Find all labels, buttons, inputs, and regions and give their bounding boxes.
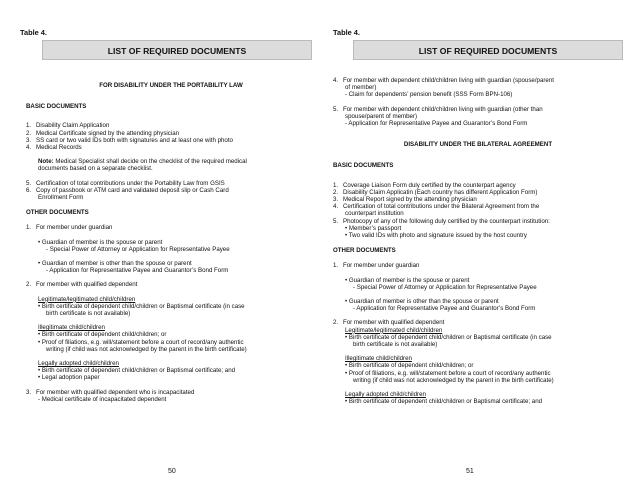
sub-item: - Claim for dependents’ pension benefit (SSS Form BPN-106) [345,91,513,99]
sub-item: - Special Power of Attorney or Application for Representative Payee [353,283,537,291]
list-item-cont: Enrollment Form [38,194,84,202]
bullet: • Birth certificate of dependent child/children or Baptismal certificate; and [38,367,236,375]
list-item: 1. Disability Claim Application [26,122,110,130]
list-item-cont: spouse/parent of member) [345,112,418,120]
table-label: Table 4. [20,28,47,37]
page-body [333,77,623,406]
bullet: • Birth certificate of dependent child/children; or [38,331,167,339]
page-left [20,0,320,493]
bullet: • Legal adoption paper [38,374,100,382]
list-item: 2. Disability Claim Applicatin (Each country has different Application Form) [333,188,538,196]
other-documents-heading: OTHER DOCUMENTS [26,209,89,217]
table-label: Table 4. [333,28,360,37]
bullet: • Birth certificate of dependent child/children or Baptismal certificate; and [345,398,543,406]
subheading: Illegitimate child/children [345,355,412,363]
list-item: 3. For member with qualified dependent who is incapacitated [26,388,195,396]
subheading: Legitimate/legitimated child/children [345,326,443,334]
note: Note: Medical Specialist shall decide on the checklist of the required medical [38,158,247,166]
list-item: 1. Coverage Liaison Form duly certified by the counterpart agency [333,181,516,189]
bullet-cont: writing (if child was not acknowledged by the parent in the birth certificate) [353,376,554,384]
list-item: 3. SS card or two valid IDs both with signatures and at least one with photo [26,136,233,144]
bullet-cont: birth certificate is not available) [353,341,438,349]
section-title: DISABILITY UNDER THE BILATERAL AGREEMENT [403,141,553,149]
bullet-cont: writing (if child was not acknowledged by the parent in the birth certificate) [46,345,247,353]
basic-documents-heading: BASIC DOCUMENTS [333,162,394,170]
list-item: 1. For member under guardian [333,262,420,270]
list-item: 2. Medical Certificate signed by the attending physician [26,129,180,137]
bullet: • Guardian of member is the spouse or parent [38,238,163,246]
page-right [333,0,633,493]
list-item: 2. For member with qualified dependent [26,281,138,289]
bullet: • Guardian of member is other than the spouse or parent [38,260,192,268]
bullet: • Birth certificate of dependent child/children or Baptismal certificate (in case [38,302,245,310]
list-item: 1. For member under guardian [26,224,113,232]
list-item-cont: counterpart institution [345,210,404,218]
sub-item: - Application for Representative Payee and Guarantor’s Bond Form [46,267,229,275]
sub-item: - Medical certificate of incapacitated dependent [38,395,167,403]
basic-documents-heading: BASIC DOCUMENTS [26,103,87,111]
subheading: Legitimate/legitimated child/children [38,295,136,303]
header-bar: LIST OF REQUIRED DOCUMENTS [42,40,312,60]
list-item: 2. For member with qualified dependent [333,319,445,327]
header-bar: LIST OF REQUIRED DOCUMENTS [353,40,623,60]
list-item: 4. Medical Records [26,144,82,152]
sub-item: - Application for Representative Payee and Guarantor’s Bond Form [353,305,536,313]
bullet: • Proof of filiations, e.g. will/statement before a court of record/any authentic [38,338,244,346]
bullet: • Guardian of member is the spouse or parent [345,276,470,284]
basic-list [26,122,316,151]
other-documents-heading: OTHER DOCUMENTS [333,247,396,255]
list-item-cont: of member) [345,84,377,92]
list-item: 6. Copy of passbook or ATM card and validated deposit slip or Cash Card [26,186,229,194]
bullet: • Guardian of member is other than the spouse or parent [345,298,499,306]
note-cont: documents based on a separate checklist. [38,165,153,173]
page-number: 50 [168,468,176,475]
list-item: 4. Certification of total contributions under the Bilateral Agreement from the [333,203,540,211]
list-item: 3. Medical Report signed by the attending physician [333,196,477,204]
bullet: • Member’s passport [345,224,402,232]
bullet: • Proof of filiations, e.g. will/statement before a court of record/any authentic [345,369,551,377]
sub-item: - Special Power of Attorney or Application for Representative Payee [46,245,230,253]
page-body [26,68,316,403]
subheading: Legally adopted child/children [38,360,119,368]
bullet-cont: birth certificate is not available) [46,310,131,318]
page-number: 51 [466,468,474,475]
section-title: FOR DISABILITY UNDER THE PORTABILITY LAW [99,82,243,89]
list-item: 5. Certification of total contributions under the Portability Law from GSIS [26,179,225,187]
list-item: 5. Photocopy of any of the following duly certified by the counterpart institution: [333,217,550,225]
bullet: • Birth certificate of dependent child/children; or [345,362,474,370]
bullet: • Two valid IDs with photo and signature issued by the host country [345,232,527,240]
subheading: Legally adopted child/children [345,391,426,399]
list-item: 4. For member with dependent child/children living with guardian (spouse/parent [333,77,554,84]
bullet: • Birth certificate of dependent child/children or Baptismal certificate (in case [345,333,552,341]
sub-item: - Application for Representative Payee and Guarantor’s Bond Form [345,120,528,128]
subheading: Illegitimate child/children [38,324,105,332]
list-item: 5. For member with dependent child/children living with guardian (other than [333,105,543,113]
